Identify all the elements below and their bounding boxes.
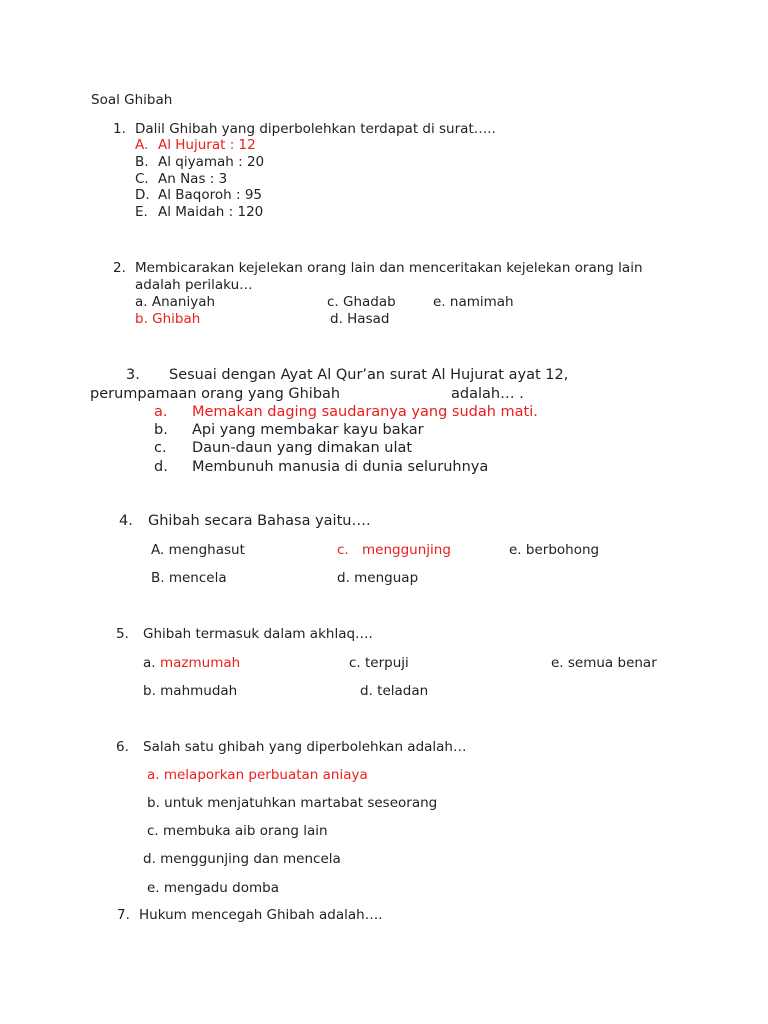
option-a-correct: Al Hujurat : 12 <box>158 137 256 153</box>
option-letter: c. <box>337 542 349 558</box>
option-letter: d. <box>154 459 168 475</box>
option-b: b. mahmudah <box>143 683 238 699</box>
option-b: b. untuk menjatuhkan martabat seseorang <box>147 795 438 811</box>
question-number: 5. <box>116 626 129 642</box>
question-number: 3. <box>126 367 140 383</box>
option-letter: a. <box>154 404 168 420</box>
option-e: e. berbohong <box>509 542 600 558</box>
option-a: A. menghasut <box>151 542 245 558</box>
question-text-line-2: adalah perilaku… <box>135 277 253 293</box>
question-text: Ghibah secara Bahasa yaitu…. <box>148 513 371 529</box>
option-b: Api yang membakar kayu bakar <box>192 422 424 438</box>
option-e: e. semua benar <box>551 655 657 671</box>
option-letter: E. <box>135 204 148 220</box>
option-d: d. teladan <box>360 683 429 699</box>
option-b-correct: b. Ghibah <box>135 311 201 327</box>
option-d: d. menguap <box>337 570 419 586</box>
question-text: Salah satu ghibah yang diperbolehkan adalah… <box>143 739 467 755</box>
question-text: Hukum mencegah Ghibah adalah…. <box>139 907 383 923</box>
question-number: 1. <box>113 121 126 137</box>
option-letter: c. <box>154 440 167 456</box>
question-text-line-2b: adalah… . <box>451 386 524 402</box>
question-number: 2. <box>113 260 126 276</box>
option-e: Al Maidah : 120 <box>158 204 264 220</box>
question-number: 6. <box>116 739 129 755</box>
option-letter: C. <box>135 171 149 187</box>
option-a-correct: Memakan daging saudaranya yang sudah mati. <box>192 404 538 420</box>
question-number: 4. <box>119 513 133 529</box>
option-d: d. Hasad <box>330 311 390 327</box>
option-b: B. mencela <box>151 570 227 586</box>
option-letter: a. <box>143 655 156 671</box>
question-text: Ghibah termasuk dalam akhlaq…. <box>143 626 373 642</box>
option-c: An Nas : 3 <box>158 171 228 187</box>
page-title: Soal Ghibah <box>91 92 173 108</box>
option-d: Al Baqoroh : 95 <box>158 187 263 203</box>
option-letter: D. <box>135 187 150 203</box>
option-letter: B. <box>135 154 149 170</box>
option-letter: b. <box>154 422 168 438</box>
question-text-line-1: Sesuai dengan Ayat Al Qur’an surat Al Hujurat ayat 12, <box>169 367 569 383</box>
option-c: c. membuka aib orang lain <box>147 823 328 839</box>
option-a-correct: mazmumah <box>160 655 241 671</box>
question-text-line-2a: perumpamaan orang yang Ghibah <box>90 386 341 402</box>
question-text-line-1: Membicarakan kejelekan orang lain dan menceritakan kejelekan orang lain <box>135 260 643 276</box>
option-c: Daun-daun yang dimakan ulat <box>192 440 413 456</box>
option-b: Al qiyamah : 20 <box>158 154 265 170</box>
option-c: c. terpuji <box>349 655 409 671</box>
option-c-correct: menggunjing <box>362 542 451 558</box>
question-number: 7. <box>117 907 130 923</box>
option-e: e. namimah <box>433 294 514 310</box>
option-letter: A. <box>135 137 149 153</box>
option-e: e. mengadu domba <box>147 880 279 896</box>
option-d: Membunuh manusia di dunia seluruhnya <box>192 459 489 475</box>
option-c: c. Ghadab <box>327 294 396 310</box>
option-d: d. menggunjing dan mencela <box>143 851 341 867</box>
question-text: Dalil Ghibah yang diperbolehkan terdapat di surat….. <box>135 121 496 137</box>
option-a-correct: a. melaporkan perbuatan aniaya <box>147 767 368 783</box>
option-a: a. Ananiyah <box>135 294 216 310</box>
